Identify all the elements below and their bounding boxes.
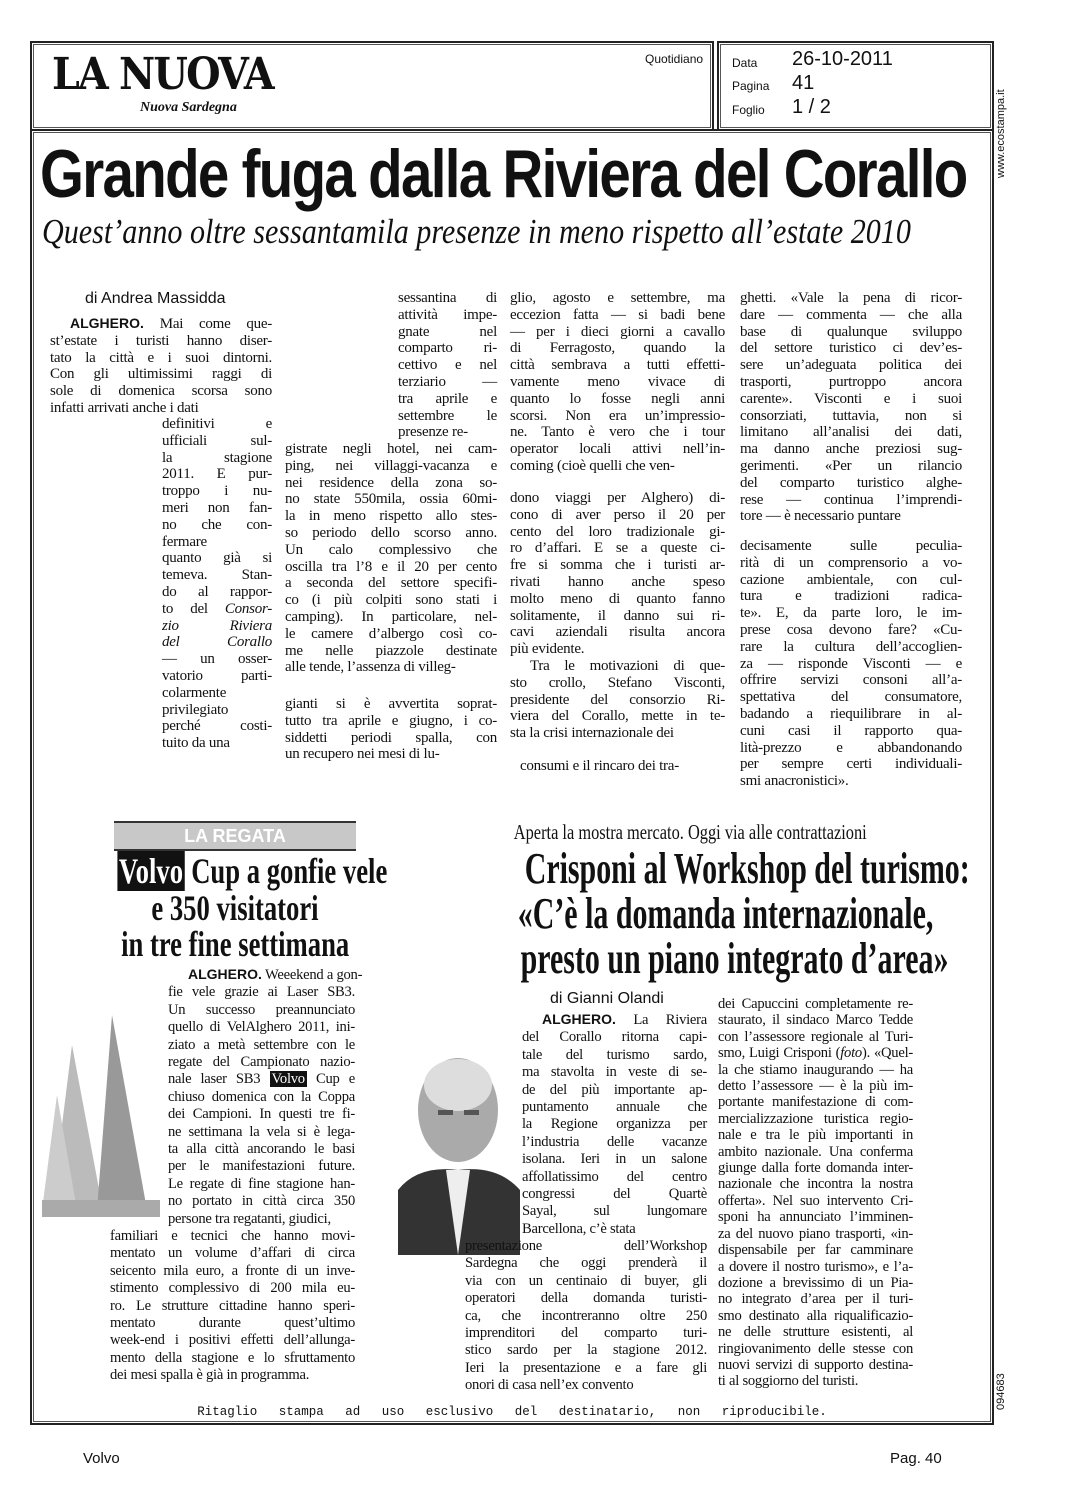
text-line: per le manifestazioni future. bbox=[168, 1158, 355, 1175]
text-line: gnate nel bbox=[398, 323, 497, 340]
client-name: Volvo bbox=[83, 1450, 120, 1467]
text-line: presidente del consorzio Ri- bbox=[510, 691, 725, 708]
text-line: ca, che incontreranno oltre 250 bbox=[465, 1307, 707, 1324]
newspaper-logo-subtitle: Nuova Sardegna bbox=[140, 100, 237, 115]
text-line: tra aprile e bbox=[398, 390, 497, 407]
text-line: co (i più colpiti sono stati i bbox=[285, 592, 497, 609]
headline-text: in tre fine settimana bbox=[120, 924, 350, 964]
regata-headline-3 bbox=[70, 926, 400, 963]
dateline: ALGHERO. bbox=[542, 1011, 616, 1027]
text-line: operator locali attivi nell’in- bbox=[510, 441, 725, 458]
text-line: ringiovanimento delle stesse con bbox=[718, 1340, 913, 1357]
text-line: ambito nazionale. Una conferma bbox=[718, 1143, 913, 1160]
text-line: cettivo e nel bbox=[398, 357, 497, 374]
column-2-body bbox=[285, 441, 497, 676]
text-line: dozione a brevissimo di un Pia- bbox=[718, 1274, 913, 1291]
text-line: ping, nei villaggi-vacanza e bbox=[285, 457, 497, 474]
workshop-kicker bbox=[440, 820, 940, 845]
text-line: ma danno anche preziosi sug- bbox=[740, 441, 962, 458]
text-span: Cup e bbox=[306, 1071, 355, 1088]
text-line: ghetti. «Vale la pena di ricor- bbox=[740, 290, 962, 306]
text-line: a dovere il nostro turismo», e l’a- bbox=[718, 1258, 913, 1275]
text-line: troppo i nu- bbox=[162, 483, 272, 500]
text-span: Mai come que- bbox=[143, 316, 272, 332]
text-line: offerta». Nel suo intervento Cri- bbox=[718, 1192, 913, 1209]
text-line: ne delle strutture esistenti, al bbox=[718, 1324, 913, 1341]
text-line: per sempre certi individuali- bbox=[740, 756, 962, 773]
text-line: me nelle piazzole destinate bbox=[285, 642, 497, 659]
sheet-label: Foglio bbox=[732, 103, 765, 117]
text-line: cavi aziendali risulta ancora bbox=[510, 624, 725, 641]
text-line: imprenditori del comparto turi- bbox=[465, 1325, 707, 1342]
text-span: Consor- bbox=[224, 600, 272, 617]
text-line: persone tra regatanti, giudici, bbox=[168, 1210, 331, 1227]
workshop-column-2 bbox=[718, 996, 913, 1390]
text-line: puntamento annuale che bbox=[522, 1099, 707, 1116]
text-line: privilegiato bbox=[162, 701, 229, 718]
text-line: nale e tra le più importanti in bbox=[718, 1127, 913, 1144]
page-label: Pagina bbox=[732, 79, 770, 93]
text-span: ). «Quel- bbox=[861, 1045, 913, 1062]
text-line: ma stavolta in veste di se- bbox=[522, 1064, 707, 1081]
text-line: del Corallo ritorna capi- bbox=[522, 1029, 707, 1046]
text-line: quanto lo fosse negli anni bbox=[510, 390, 725, 407]
text-line: za del nuovo piano trasporti, «in- bbox=[718, 1225, 913, 1242]
text-line: cuni casi il rapporto qua- bbox=[740, 722, 962, 739]
text-line: rese — continua l’imprendi- bbox=[740, 491, 962, 508]
text-line: a seconda del settore specifi- bbox=[285, 575, 497, 592]
text-line: sere un’adeguata politica dei bbox=[740, 357, 962, 374]
text-line bbox=[162, 601, 272, 618]
workshop-headline-3 bbox=[420, 936, 960, 981]
text-span: foto bbox=[840, 1045, 862, 1062]
text-line: Sardegna che oggi prenderà il bbox=[465, 1255, 707, 1272]
workshop-headline-1 bbox=[420, 844, 970, 893]
portrait-photo bbox=[398, 1040, 520, 1255]
text-line: familiari e tecnici che hanno movi- bbox=[110, 1228, 355, 1244]
text-line: Barcellona, c’è stata bbox=[522, 1220, 636, 1237]
text-line: consumi e il rincaro dei tra- bbox=[520, 758, 679, 774]
text-line: stimento complessivo di 200 mila eu- bbox=[110, 1280, 355, 1297]
text-line: stico sardo per la stagione 2012. bbox=[465, 1342, 707, 1359]
text-line: Con gli ultimissimi raggi di bbox=[50, 366, 272, 383]
text-line: eccezion fatta — si badi bene bbox=[510, 306, 725, 323]
text-line bbox=[162, 618, 272, 635]
text-line: de del più importante ap- bbox=[522, 1081, 707, 1098]
text-line: limitano all’analisi dei dati, bbox=[740, 424, 962, 441]
page-value: 41 bbox=[792, 72, 815, 94]
text-line: la in meno rispetto allo stes- bbox=[285, 508, 497, 525]
text-line: vamente meno vivace di bbox=[510, 373, 725, 390]
headline-text: «C’è la domanda internazionale, bbox=[517, 889, 934, 938]
text-line: sponi ha annunciato l’imminen- bbox=[718, 1209, 913, 1226]
text-span: La Riviera bbox=[615, 1012, 707, 1028]
text-line: nazionale che incontra la nostra bbox=[718, 1176, 913, 1193]
publication-type: Quotidiano bbox=[645, 52, 704, 66]
text-line: 2011. E pur- bbox=[162, 466, 272, 483]
text-line: no che con- bbox=[162, 516, 272, 533]
text-line: congressi del Quartè bbox=[522, 1186, 707, 1203]
regata-headline-1 bbox=[70, 853, 400, 890]
text-line: te». E, da parte loro, le im- bbox=[740, 605, 962, 622]
text-line: tato la città e i suoi dintorni. bbox=[50, 349, 272, 366]
text-line: Un calo complessivo che bbox=[285, 541, 497, 558]
text-line: mentato un volume d’affari di circa bbox=[110, 1245, 355, 1262]
text-line: ta alla città ancorando le basi bbox=[168, 1141, 355, 1158]
text-line: quanto già si bbox=[162, 550, 272, 567]
text-line: temeva. Stan- bbox=[162, 567, 272, 584]
kicker-text: Aperta la mostra mercato. Oggi via alle contrattazioni bbox=[513, 820, 867, 844]
text-line: fre si somma che i turisti ar- bbox=[510, 557, 725, 574]
text-line: ne. Tanto è vero che i tour bbox=[510, 424, 725, 441]
column-1-top bbox=[50, 315, 272, 417]
newspaper-logo: LA NUOVA bbox=[52, 49, 273, 100]
text-line bbox=[50, 315, 272, 333]
text-line: alle tende, l’assenza di villeg- bbox=[285, 659, 456, 676]
text-line: affollatissimo del centro bbox=[522, 1168, 707, 1185]
text-line: gistrate negli hotel, nei cam- bbox=[285, 441, 497, 457]
text-line: glio, agosto e settembre, ma bbox=[510, 290, 725, 306]
text-line: con l’assessore regionale al Turi- bbox=[718, 1028, 913, 1045]
text-line: la Regione organizza per bbox=[522, 1116, 707, 1133]
workshop-column-1-top bbox=[522, 1011, 707, 1238]
volvo-tag: Volvo bbox=[118, 851, 184, 891]
text-line: nei residence della zona so- bbox=[285, 474, 497, 491]
text-line: za — risponde Visconti — e bbox=[740, 655, 962, 672]
article-title: Grande fuga dalla Riviera del Corallo bbox=[40, 136, 967, 212]
text-line: tura e tradizioni radica- bbox=[740, 588, 962, 605]
text-span: del Corallo bbox=[162, 634, 272, 651]
headline-text: presto un piano integrato d’area» bbox=[520, 934, 949, 983]
text-line: terziario — bbox=[398, 373, 497, 390]
text-line: molto meno di quanto fanno bbox=[510, 590, 725, 607]
text-line: presenze re- bbox=[398, 424, 468, 441]
text-line: dono viaggi per Alghero) di- bbox=[510, 490, 725, 506]
text-line: vatorio parti- bbox=[162, 667, 272, 684]
text-line: l’industria delle vacanze bbox=[522, 1133, 707, 1150]
text-line: spettativa del consumatore, bbox=[740, 689, 962, 706]
text-span: nale laser SB3 bbox=[168, 1071, 270, 1088]
headline-text: Cup a gonfie vele bbox=[184, 851, 388, 891]
text-line: isolana. Ieri in un salone bbox=[522, 1151, 707, 1168]
page-number: Pag. 40 bbox=[890, 1450, 942, 1467]
text-line: cazione ambientale, con cul- bbox=[740, 571, 962, 588]
text-line: scorsi. Non era un’impressio- bbox=[510, 407, 725, 424]
text-line: coming (cioè quelli che ven- bbox=[510, 457, 675, 474]
clipping-code: 094683 bbox=[995, 1373, 1007, 1410]
text-line: no state 550mila, ossia 60mi- bbox=[285, 491, 497, 508]
reproduction-notice: Ritaglio stampa ad uso esclusivo del destinatario, non riproducibile. bbox=[197, 1405, 827, 1419]
column-2-bottom bbox=[285, 696, 497, 763]
text-line: tutto tra aprile e giugno, i co- bbox=[285, 712, 497, 729]
date-label: Data bbox=[732, 56, 758, 70]
workshop-column-1-bottom bbox=[465, 1238, 707, 1395]
text-line: week-end i positivi effetti dell’allunga- bbox=[110, 1332, 355, 1349]
column-3-body bbox=[510, 490, 725, 742]
text-line: carente». Visconti e i suoi bbox=[740, 390, 962, 407]
text-span: Weeekend a gon- bbox=[261, 967, 363, 983]
text-line: tore — è necessario puntare bbox=[740, 508, 901, 525]
text-line: siddetti periodi spalla, con bbox=[285, 729, 497, 746]
text-line: mentato durante quest’ultimo bbox=[110, 1315, 355, 1332]
text-line: sole di domenica scorsa sono bbox=[50, 383, 272, 400]
regata-body-top bbox=[168, 966, 363, 1228]
text-line bbox=[168, 966, 363, 984]
text-line: via con un centinaio di buyer, gli bbox=[465, 1272, 707, 1289]
text-line: — un osser- bbox=[162, 651, 272, 668]
text-line: del comparto turistico alghe- bbox=[740, 474, 962, 491]
text-line: Sayal, sul lungomare bbox=[522, 1203, 707, 1220]
text-line: cento del loro tradizionale gi- bbox=[510, 523, 725, 540]
date-value: 26-10-2011 bbox=[792, 48, 893, 70]
text-line: fie vele grazie ai Laser SB3. bbox=[168, 984, 355, 1001]
text-line: mento della stagione e lo sfruttamento bbox=[110, 1349, 355, 1366]
text-line: ro d’affari. E se a queste ci- bbox=[510, 540, 725, 557]
headline-text: Crisponi al Workshop del turismo: bbox=[524, 844, 970, 893]
text-line: regate del Campionato nazio- bbox=[168, 1054, 355, 1071]
text-line: no portato in città circa 350 bbox=[168, 1193, 355, 1210]
sheet-value: 1 / 2 bbox=[792, 96, 831, 118]
text-line: camping). In particolare, nel- bbox=[285, 608, 497, 625]
text-line: no integrato d’area per il turi- bbox=[718, 1291, 913, 1308]
text-line: onori di casa nell’ex convento bbox=[465, 1377, 634, 1394]
text-line: seicento mila euro, a fronte di un inve- bbox=[110, 1262, 355, 1279]
text-line: smi anacronistici». bbox=[740, 773, 849, 790]
text-line: di Ferragosto, quando la bbox=[510, 340, 725, 357]
article-subtitle: Quest’anno oltre sessantamila presenze in meno rispetto all’estate 2010 bbox=[42, 212, 911, 251]
dateline: ALGHERO. bbox=[188, 966, 262, 982]
text-line: un recupero nei mesi di lu- bbox=[285, 746, 440, 763]
text-span: smo, Luigi Crisponi ( bbox=[718, 1045, 841, 1062]
text-line: mercializzazione turistica regio- bbox=[718, 1110, 913, 1127]
text-line: più evidente. bbox=[510, 641, 585, 658]
column-3-top bbox=[510, 290, 725, 475]
text-line: — per i dieci giorni a cavallo bbox=[510, 323, 725, 340]
text-line: prese cosa devono fare? «Cu- bbox=[740, 621, 962, 638]
text-line: Un successo preannunciato bbox=[168, 1001, 355, 1018]
text-line: solitamente, il danno sui ri- bbox=[510, 607, 725, 624]
text-line: rivati hanno anche speso bbox=[510, 573, 725, 590]
text-line: chiuso domenica con la Coppa bbox=[168, 1088, 355, 1105]
text-line: fermare bbox=[162, 533, 207, 550]
text-line: nuovi servizi di supporto destina- bbox=[718, 1356, 913, 1373]
text-line: tale del turismo sardo, bbox=[522, 1046, 707, 1063]
text-line: Ieri la presentazione e a fare gli bbox=[465, 1359, 707, 1376]
text-line: ti al soggiorno del turisti. bbox=[718, 1373, 859, 1390]
text-line: dei Capuccini completamente re- bbox=[718, 996, 913, 1012]
text-line: rare la cultura dell’accoglien- bbox=[740, 638, 962, 655]
text-line: dei mesi spalla è già in programma. bbox=[110, 1367, 310, 1384]
text-line: offrire servizi consoni all’a- bbox=[740, 672, 962, 689]
text-line: dare — commenta — che alla bbox=[740, 306, 962, 323]
regata-body-bottom bbox=[110, 1228, 355, 1385]
text-line: la stagione bbox=[162, 449, 272, 466]
text-line: detto l’assessore — è la più im- bbox=[718, 1078, 913, 1095]
column-4-top bbox=[740, 290, 962, 525]
text-line: comparto ri- bbox=[398, 340, 497, 357]
text-line: badando a riequilibrare in al- bbox=[740, 705, 962, 722]
text-span: zio Riviera bbox=[162, 617, 272, 634]
text-line: presentazione dell’Workshop bbox=[465, 1238, 707, 1254]
section-kicker-regata: LA REGATA bbox=[114, 821, 356, 851]
text-line: definitivi e bbox=[162, 416, 272, 432]
text-line: giunge dalla forte domanda inter- bbox=[718, 1160, 913, 1177]
headline-text: e 350 visitatori bbox=[151, 888, 319, 928]
text-line bbox=[168, 1071, 355, 1088]
column-3-bottom bbox=[520, 758, 725, 775]
text-line: sta la crisi internazionale dei bbox=[510, 725, 674, 742]
text-line: so periodo dello scorso anno. bbox=[285, 524, 497, 541]
text-line: do al rappor- bbox=[162, 583, 272, 600]
text-line: Le regate di fine stagione han- bbox=[168, 1175, 355, 1192]
text-line: oscilla tra l’8 e il 20 per cento bbox=[285, 558, 497, 575]
text-line: settembre le bbox=[398, 407, 497, 424]
regata-headline-2 bbox=[70, 890, 400, 927]
text-line: sessantina di bbox=[398, 290, 497, 306]
volvo-tag: Volvo bbox=[271, 1071, 305, 1088]
text-line: perché costi- bbox=[162, 718, 272, 735]
text-line: smo destinato alla riqualificazio- bbox=[718, 1307, 913, 1324]
article-byline: di Andrea Massidda bbox=[85, 290, 226, 307]
text-span: to del bbox=[162, 600, 225, 617]
sailing-photo bbox=[42, 1005, 160, 1217]
text-line: dei Campioni. In questi tre fi- bbox=[168, 1106, 355, 1123]
text-line: ne settimana la vela si è lega- bbox=[168, 1123, 355, 1140]
text-line: gianti si è avvertita soprat- bbox=[285, 696, 497, 712]
text-line: tuito da una bbox=[162, 735, 230, 752]
text-line: città sembrava a tutti effetti- bbox=[510, 357, 725, 374]
text-line: decisamente sulle peculia- bbox=[740, 538, 962, 554]
column-4-body bbox=[740, 538, 962, 790]
text-line: base di qualunque sviluppo bbox=[740, 323, 962, 340]
workshop-headline-2 bbox=[420, 891, 960, 936]
text-line: staurato, il sindaco Marco Tedde bbox=[718, 1012, 913, 1029]
text-line: lità-prezzo e abbandonando bbox=[740, 739, 962, 756]
dateline: ALGHERO. bbox=[70, 315, 144, 331]
text-line bbox=[162, 634, 272, 651]
text-line: Tra le motivazioni di que- bbox=[530, 657, 725, 674]
text-line: meri non fan- bbox=[162, 499, 272, 516]
text-line: ufficiali sul- bbox=[162, 432, 272, 449]
text-line: portante manifestazione di com- bbox=[718, 1094, 913, 1111]
text-line: consorziati, tuttavia, non si bbox=[740, 407, 962, 424]
workshop-byline: di Gianni Olandi bbox=[550, 990, 664, 1007]
text-line: le camere d’albergo così co- bbox=[285, 625, 497, 642]
text-line: quello di VelAlghero 2011, ini- bbox=[168, 1019, 355, 1036]
text-line: del settore turistico ci dev’es- bbox=[740, 340, 962, 357]
column-2-narrow bbox=[398, 290, 497, 441]
text-line: operatori della domanda turisti- bbox=[465, 1290, 707, 1307]
text-line: infatti arrivati anche i dati bbox=[50, 399, 199, 416]
text-line: attività impe- bbox=[398, 306, 497, 323]
text-line: trasporti, purtroppo ancora bbox=[740, 373, 962, 390]
text-line: colarmente bbox=[162, 684, 227, 701]
text-line: gerimenti. «Per un rilancio bbox=[740, 457, 962, 474]
text-line bbox=[718, 1045, 913, 1061]
text-line: viera del Corallo, mette in te- bbox=[510, 708, 725, 725]
text-line: st’estate i turisti hanno diser- bbox=[50, 332, 272, 349]
text-line: ziato a metà settembre con le bbox=[168, 1036, 355, 1053]
text-line: cono di aver perso il 20 per bbox=[510, 506, 725, 523]
text-line: ro. Le strutture cittadine hanno speri- bbox=[110, 1297, 355, 1314]
site-url: www.ecostampa.it bbox=[995, 89, 1007, 178]
text-line: sto crollo, Stefano Visconti, bbox=[510, 674, 725, 691]
text-line: rità di un comprensorio a vo- bbox=[740, 554, 962, 571]
column-1-narrow bbox=[162, 416, 272, 752]
text-line: la che stiamo inaugurando — ha bbox=[718, 1061, 913, 1078]
text-line bbox=[522, 1011, 707, 1029]
text-line: dispensabile per far camminare bbox=[718, 1242, 913, 1259]
